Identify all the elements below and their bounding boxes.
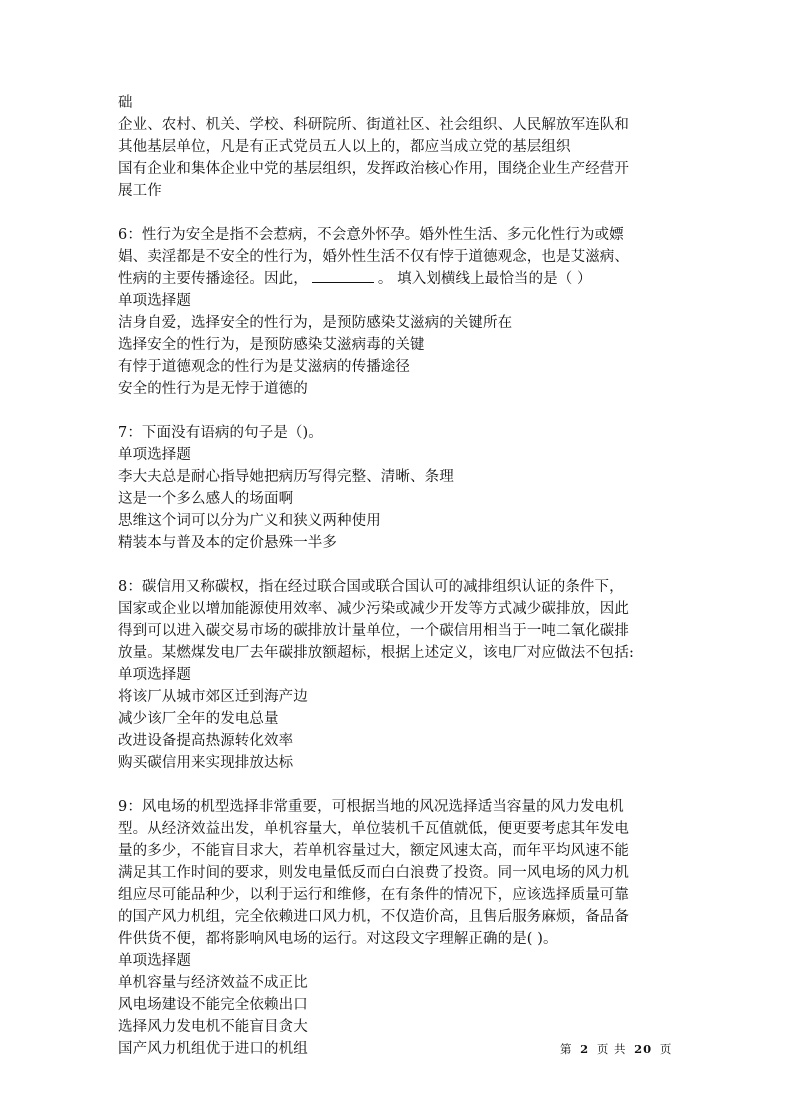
question-type: 单项选择题 [118, 293, 191, 309]
document-body [118, 92, 674, 1060]
question-type: 单项选择题 [118, 447, 191, 463]
answer-option: 洁身自爱，选择安全的性行为，是预防感染艾滋病的关键所在 [118, 315, 513, 331]
text-line: 企业、农村、机关、学校、科研院所、街道社区、社会组织、人民解放军连队和 [118, 117, 629, 133]
footer-suffix: 页 [659, 1042, 673, 1056]
question-text-line: 7：下面没有语病的句子是（)。 [118, 425, 323, 441]
current-page-number: 2 [580, 1042, 590, 1056]
question-text-line: 8：碳信用又称碳权，指在经过联合国或联合国认可的减排组织认证的条件下， [118, 579, 624, 595]
text-line: 其他基层单位，凡是有正式党员五人以上的，都应当成立党的基层组织 [118, 139, 571, 155]
question-text-line: 的国产风力机组，完全依赖进口风力机，不仅造价高，且售后服务麻烦，备品备 [118, 909, 629, 925]
answer-option: 思维这个词可以分为广义和狭义两种使用 [118, 513, 381, 529]
question-text-line: 件供货不便，都将影响风电场的运行。对这段文字理解正确的是( )。 [118, 931, 558, 947]
question-text-line: 放量。某燃煤发电厂去年碳排放额超标，根据上述定义，该电厂对应做法不包括: [118, 645, 634, 661]
answer-option: 精装本与普及本的定价悬殊一半多 [118, 535, 337, 551]
answer-option: 安全的性行为是无悖于道德的 [118, 381, 308, 397]
fill-in-blank [312, 268, 374, 283]
answer-option: 国产风力机组优于进口的机组 [118, 1041, 308, 1057]
question-text-line: 6：性行为安全是指不会惹病，不会意外怀孕。婚外性生活、多元化性行为或嫖 [118, 227, 624, 243]
answer-option: 有悖于道德观念的性行为是艾滋病的传播途径 [118, 359, 410, 375]
text-line: 展工作 [118, 183, 162, 199]
text-line: 国有企业和集体企业中党的基层组织，发挥政治核心作用，围绕企业生产经营开 [118, 161, 629, 177]
question-text-line: 9：风电场的机型选择非常重要，可根据当地的风况选择适当容量的风力发电机 [118, 799, 624, 815]
question-7 [118, 422, 674, 554]
question-6 [118, 224, 674, 400]
question-text-line: 型。从经济效益出发，单机容量大，单位装机千瓦值就低，便更要考虑其年发电 [118, 821, 629, 837]
answer-option: 将该厂从城市郊区迁到海产边 [118, 689, 308, 705]
total-page-count: 20 [634, 1042, 653, 1056]
question-text-after-blank: 。 填入划横线上最恰当的是（ ） [377, 271, 592, 287]
question-type: 单项选择题 [118, 953, 191, 969]
page-footer [560, 1041, 672, 1057]
question-text-line: 国家或企业以增加能源使用效率、减少污染或减少开发等方式减少碳排放，因此 [118, 601, 629, 617]
question-text-line: 娼、卖淫都是不安全的性行为，婚外性生活不仅有悖于道德观念，也是艾滋病、 [118, 249, 629, 265]
question-text-line [118, 268, 674, 290]
answer-option: 李大夫总是耐心指导她把病历写得完整、清晰、条理 [118, 469, 454, 485]
answer-option: 单机容量与经济效益不成正比 [118, 975, 308, 991]
answer-option: 选择安全的性行为，是预防感染艾滋病毒的关键 [118, 337, 425, 353]
answer-option: 减少该厂全年的发电总量 [118, 711, 279, 727]
answer-option: 这是一个多么感人的场面啊 [118, 491, 294, 507]
footer-prefix: 第 [560, 1042, 573, 1056]
text-line: 础 [118, 95, 133, 111]
question-type: 单项选择题 [118, 667, 191, 683]
answer-option: 购买碳信用来实现排放达标 [118, 755, 294, 771]
question-8 [118, 576, 674, 774]
question-text-line: 得到可以进入碳交易市场的碳排放计量单位，一个碳信用相当于一吨二氧化碳排 [118, 623, 629, 639]
intro-block [118, 92, 674, 202]
question-text-line: 满足其工作时间的要求，则发电量低反而白白浪费了投资。同一风电场的风力机 [118, 865, 629, 881]
question-9 [118, 796, 674, 1060]
question-text-before-blank: 性病的主要传播途径。因此， [118, 271, 308, 287]
answer-option: 选择风力发电机不能盲目贪大 [118, 1019, 308, 1035]
footer-middle: 页 共 [596, 1042, 627, 1056]
question-text-line: 量的多少，不能盲目求大，若单机容量过大，额定风速太高，而年平均风速不能 [118, 843, 629, 859]
answer-option: 风电场建设不能完全依赖出口 [118, 997, 308, 1013]
answer-option: 改进设备提高热源转化效率 [118, 733, 294, 749]
question-text-line: 组应尽可能品种少，以利于运行和维修，在有条件的情况下，应该选择质量可靠 [118, 887, 629, 903]
